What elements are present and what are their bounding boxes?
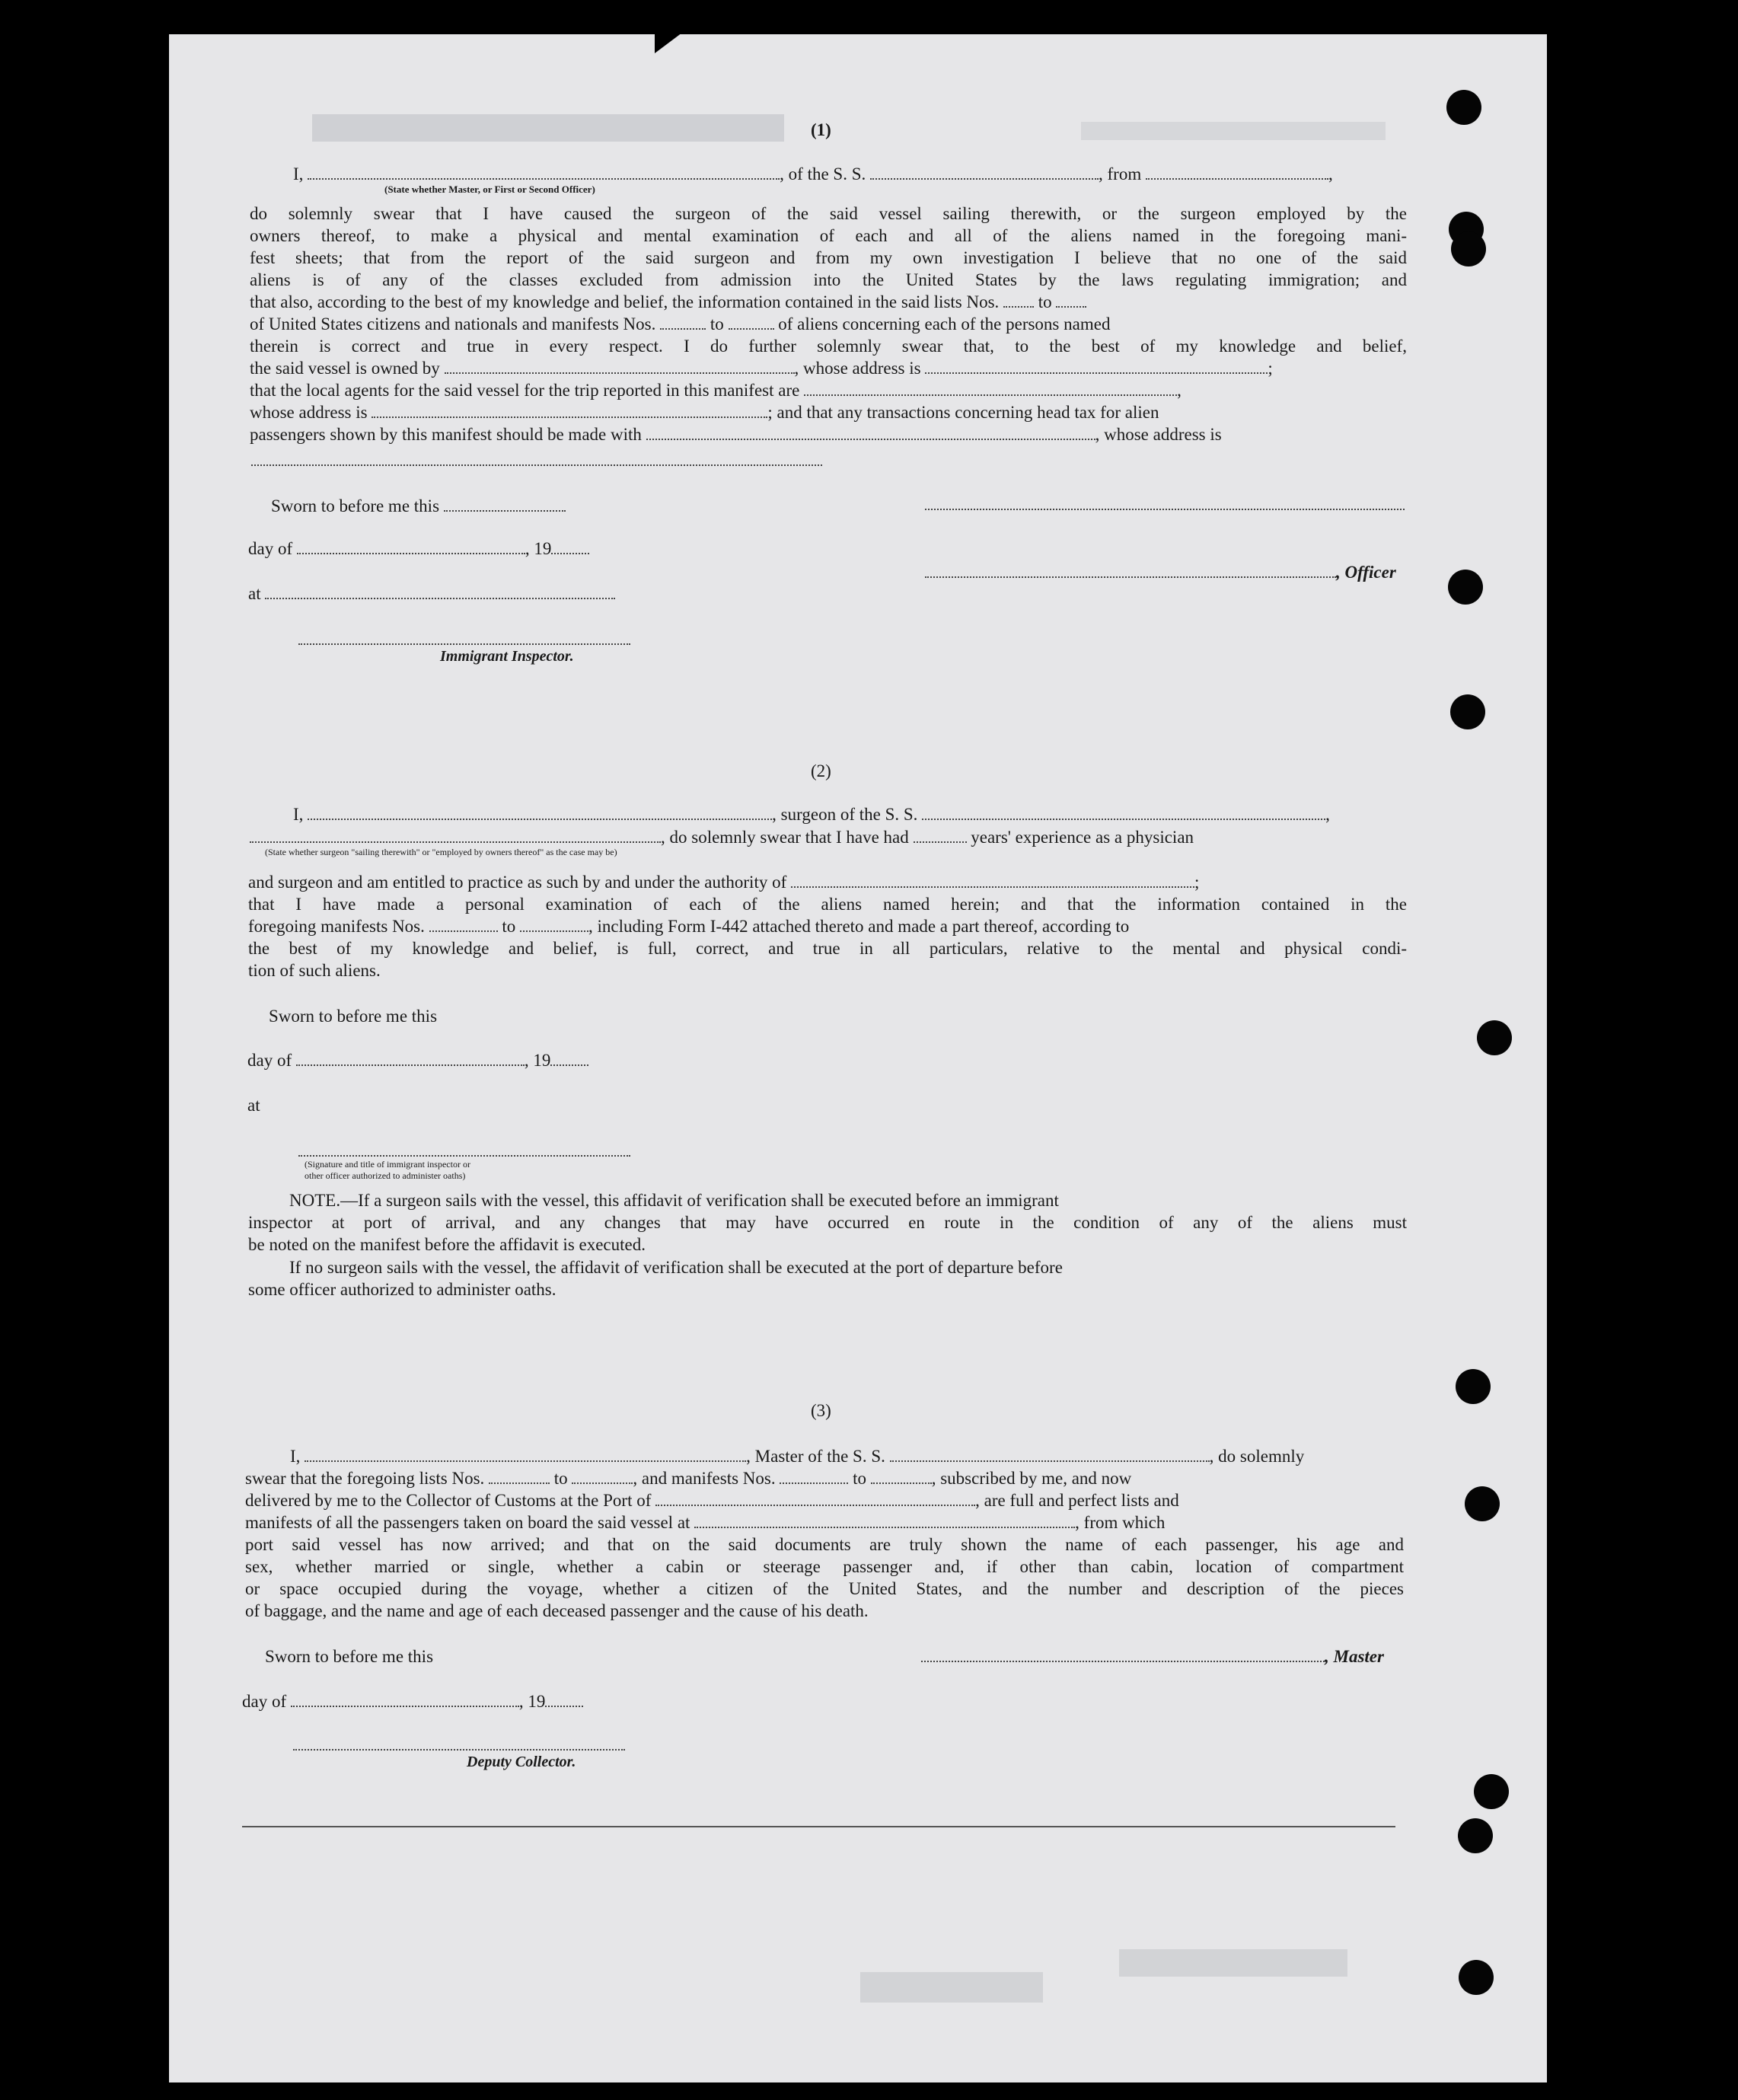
swear-text: , do solemnly swear that I have had <box>661 828 909 847</box>
owner-address-field[interactable] <box>925 359 1268 374</box>
master-label: , Master <box>1325 1647 1384 1666</box>
section-3-line-3 <box>245 1489 1179 1511</box>
section-3-day-of <box>242 1690 583 1712</box>
year-text: , 19 <box>525 539 552 558</box>
bleed-through-smudge <box>860 1972 1043 2003</box>
agent-address-field[interactable] <box>372 403 767 418</box>
to-text: to <box>710 314 724 334</box>
list-from-field[interactable] <box>489 1469 550 1484</box>
from-which-text: , from which <box>1075 1513 1166 1532</box>
form-i442-text: , including Form I-442 attached thereto and made a part thereof, according to <box>588 917 1130 936</box>
from-port-field[interactable] <box>1146 164 1328 180</box>
passengers-shown-text: passengers shown by this manifest should be made with <box>250 425 642 444</box>
note-line: inspector at port of arrival, and any changes that may have occurred en route in the condition of any of the aliens must <box>248 1213 1407 1232</box>
master-of-text: , Master of the S. S. <box>746 1447 885 1466</box>
punch-hole <box>1446 90 1481 125</box>
surgeon-name-field[interactable] <box>308 805 772 820</box>
vessel-name-field[interactable] <box>890 1447 1210 1462</box>
section-1-sublabel: (State whether Master, or First or Second Officer) <box>384 184 595 195</box>
punch-hole <box>1465 1486 1500 1521</box>
section-2-body-line: tion of such aliens. <box>248 961 381 980</box>
note-line: If no surgeon sails with the vessel, the affidavit of verification shall be executed at the port of departure before <box>289 1258 1063 1277</box>
month-field[interactable] <box>291 1692 519 1707</box>
note-line: some officer authorized to administer oaths. <box>248 1280 556 1299</box>
note-line: be noted on the manifest before the affidavit is executed. <box>248 1235 646 1254</box>
owner-field[interactable] <box>445 359 795 374</box>
section-1-line-5 <box>250 291 1086 313</box>
semicolon: ; <box>1268 359 1273 378</box>
port-field[interactable] <box>655 1491 975 1506</box>
alien-manifest-from-field[interactable] <box>660 314 706 330</box>
section-3-master <box>921 1645 1384 1668</box>
manifest-from-field[interactable] <box>429 917 498 932</box>
location-field[interactable] <box>265 584 615 599</box>
section-1-line-6 <box>250 313 1407 335</box>
section-2-line-2 <box>250 826 1194 848</box>
local-agents-text: that the local agents for the said vessel for the trip reported in this manifest are <box>250 381 800 400</box>
section-1-officer <box>925 561 1396 583</box>
from-label: , from <box>1099 164 1142 184</box>
section-2-at <box>247 1094 260 1116</box>
manifest-to-field[interactable] <box>520 917 588 932</box>
manifests-nos-text: , and manifests Nos. <box>633 1469 776 1488</box>
section-2-sublabel: (State whether surgeon "sailing therewith" or "employed by owners thereof" as the case may be) <box>265 847 617 857</box>
comma: , <box>1328 164 1333 184</box>
day-of-text: day of <box>242 1692 287 1711</box>
section-1-line-10 <box>250 401 1159 423</box>
taken-on-board-text: manifests of all the passengers taken on board the said vessel at <box>245 1513 690 1532</box>
head-tax-agent-field[interactable] <box>646 425 1095 440</box>
section-3-body-line: or space occupied during the voyage, whether a citizen of the United States, and the number and description of the pieces <box>245 1579 1404 1598</box>
officer-title-field[interactable] <box>925 563 1336 578</box>
aliens-concerning-text: of aliens concerning each of the persons named <box>778 314 1111 334</box>
deputy-collector-label: Deputy Collector. <box>467 1754 576 1770</box>
section-1-sworn <box>271 495 566 517</box>
day-of-text: day of <box>248 539 293 558</box>
section-2-line-3 <box>248 871 1199 893</box>
section-2-line-1 <box>293 803 1330 825</box>
officer-label: , Officer <box>1336 563 1396 582</box>
solemnly-text: , do solemnly <box>1209 1447 1305 1466</box>
local-agents-field[interactable] <box>804 381 1177 396</box>
inspector-signature-field[interactable] <box>298 643 630 645</box>
section-1-line-1 <box>293 163 1405 185</box>
section-1-line-11 <box>250 423 1222 445</box>
immigrant-inspector-label: Immigrant Inspector. <box>440 648 574 665</box>
section-1-day-of <box>248 538 589 560</box>
section-1-body-line: fest sheets; that from the report of the said surgeon and from my own investigation I believe that no one of the said <box>250 248 1407 267</box>
lists-nos-text: swear that the foregoing lists Nos. <box>245 1469 485 1488</box>
of-ss-label: , of the S. S. <box>780 164 866 184</box>
sworn-day-field[interactable] <box>444 496 566 512</box>
semicolon: ; <box>1194 873 1200 892</box>
departure-port-field[interactable] <box>694 1513 1075 1528</box>
comma: , <box>1325 805 1330 824</box>
year-field[interactable] <box>550 1051 588 1066</box>
punch-hole <box>1477 1020 1512 1055</box>
officer-signature-field[interactable] <box>925 509 1405 510</box>
officer-name-field[interactable] <box>308 164 780 180</box>
note-label: NOTE. <box>289 1191 341 1210</box>
collector-text: delivered by me to the Collector of Customs at the Port of <box>245 1491 652 1510</box>
surgeon-status-field[interactable] <box>250 828 661 843</box>
authority-text: and surgeon and am entitled to practice as such by and under the authority of <box>248 873 787 892</box>
torn-corner <box>655 30 716 53</box>
sworn-text: Sworn to before me this <box>269 1007 438 1026</box>
manifest-from-field[interactable] <box>780 1469 848 1484</box>
subscribed-text: , subscribed by me, and now <box>931 1469 1132 1488</box>
punch-hole <box>1458 1818 1493 1853</box>
master-name-field[interactable] <box>305 1447 746 1462</box>
section-3-line-1 <box>290 1445 1304 1467</box>
manifests-nos-text: of United States citizens and nationals and manifests Nos. <box>250 314 656 334</box>
section-1-body-line: therein is correct and true in every respect. I do further solemnly swear that, to the best of my knowledge and belief, <box>250 337 1407 356</box>
section-3-line-4 <box>245 1511 1165 1534</box>
section-3-sworn <box>265 1645 433 1668</box>
years-field[interactable] <box>914 828 967 843</box>
citizen-list-to-field[interactable] <box>1056 292 1086 308</box>
punch-hole <box>1450 694 1485 729</box>
punch-hole <box>1474 1774 1509 1809</box>
section-1-line-9 <box>250 379 1182 401</box>
vessel-name-field[interactable] <box>922 805 1325 820</box>
section-2-sworn <box>269 1005 437 1027</box>
section-1-body-line: aliens is of any of the classes excluded from admission into the United States by the laws regulating immigration; and <box>250 270 1407 289</box>
year-text: , 19 <box>518 1692 546 1711</box>
lists-nos-text: that also, according to the best of my knowledge and belief, the information contained in the said lists Nos. <box>250 292 1000 311</box>
bottom-rule <box>242 1826 1395 1827</box>
note-line <box>289 1189 1407 1211</box>
at-text: at <box>247 1096 260 1115</box>
list-to-field[interactable] <box>572 1469 633 1484</box>
owned-by-text: the said vessel is owned by <box>250 359 440 378</box>
section-2-line-5 <box>248 915 1407 937</box>
to-text: to <box>853 1469 866 1488</box>
pronoun-i: I, <box>293 164 304 184</box>
years-experience-text: years' experience as a physician <box>971 828 1194 847</box>
owner-address-text: , whose address is <box>794 359 921 378</box>
whose-address-text: , whose address is <box>1095 425 1222 444</box>
bleed-through-smudge <box>1119 1949 1347 1977</box>
pronoun-i: I, <box>293 805 304 824</box>
authority-field[interactable] <box>791 873 1194 888</box>
vessel-name-field[interactable] <box>870 164 1099 180</box>
manifests-nos-text: foregoing manifests Nos. <box>248 917 425 936</box>
section-1-body-line: do solemnly swear that I have caused the surgeon of the said vessel sailing therewith, or the surgeon employed by the <box>250 204 1407 223</box>
note-text: —If a surgeon sails with the vessel, this affidavit of verification shall be executed before an immigrant <box>340 1191 1059 1210</box>
master-signature-field[interactable] <box>921 1647 1325 1662</box>
whose-address-text: whose address is <box>250 403 368 422</box>
section-3-body-line: of baggage, and the name and age of each deceased passenger and the cause of his death. <box>245 1601 869 1620</box>
full-perfect-text: , are full and perfect lists and <box>975 1491 1179 1510</box>
section-1-body-line: owners thereof, to make a physical and mental examination of each and all of the aliens named in the foregoing mani- <box>250 226 1407 245</box>
month-field[interactable] <box>297 539 525 554</box>
at-text: at <box>248 584 261 603</box>
citizen-list-from-field[interactable] <box>1003 292 1034 308</box>
section-2-body-line: the best of my knowledge and belief, is full, correct, and true in all particulars, relative to the mental and physical condi- <box>248 939 1407 958</box>
section-3-body-line: port said vessel has now arrived; and that on the said documents are truly shown the name of each passenger, his age and <box>245 1535 1404 1554</box>
year-field[interactable] <box>551 539 589 554</box>
alien-manifest-to-field[interactable] <box>729 314 774 330</box>
sworn-text: Sworn to before me this <box>265 1647 434 1666</box>
punch-hole <box>1448 570 1483 605</box>
head-tax-text: ; and that any transactions concerning head tax for alien <box>767 403 1159 422</box>
section-3-body-line: sex, whether married or single, whether a cabin or steerage passenger and, if other than cabin, location of compartment <box>245 1557 1404 1576</box>
section-1-number: (1) <box>811 120 831 139</box>
punch-hole <box>1459 1960 1494 1995</box>
bleed-through-smudge <box>312 114 784 142</box>
section-3-line-2 <box>245 1467 1131 1489</box>
section-3-number: (3) <box>811 1401 831 1420</box>
head-tax-address-field[interactable] <box>251 464 822 466</box>
section-1-line-8 <box>250 357 1273 379</box>
collector-signature-field[interactable] <box>293 1749 625 1751</box>
pronoun-i: I, <box>290 1447 301 1466</box>
bleed-through-smudge <box>1081 122 1386 140</box>
to-text: to <box>502 917 516 936</box>
to-text: to <box>1038 292 1052 311</box>
sworn-text: Sworn to before me this <box>271 496 440 515</box>
section-1-at <box>248 582 615 605</box>
signature-label: (Signature and title of immigrant inspector or <box>305 1159 470 1170</box>
section-2-number: (2) <box>811 761 831 780</box>
section-2-body-line: that I have made a personal examination of each of the aliens named herein; and that the information contained in the <box>248 895 1407 914</box>
year-text: , 19 <box>524 1051 551 1070</box>
signature-label: other officer authorized to administer oaths) <box>305 1170 466 1181</box>
manifest-to-field[interactable] <box>871 1469 932 1484</box>
punch-hole <box>1451 231 1486 266</box>
comma: , <box>1177 381 1182 400</box>
month-field[interactable] <box>296 1051 525 1066</box>
section-2-day-of <box>247 1049 588 1071</box>
to-text: to <box>553 1469 568 1488</box>
year-field[interactable] <box>545 1692 583 1707</box>
punch-hole <box>1456 1369 1491 1404</box>
inspector-signature-field[interactable] <box>298 1155 630 1157</box>
day-of-text: day of <box>247 1051 292 1070</box>
surgeon-of-text: , surgeon of the S. S. <box>772 805 918 824</box>
